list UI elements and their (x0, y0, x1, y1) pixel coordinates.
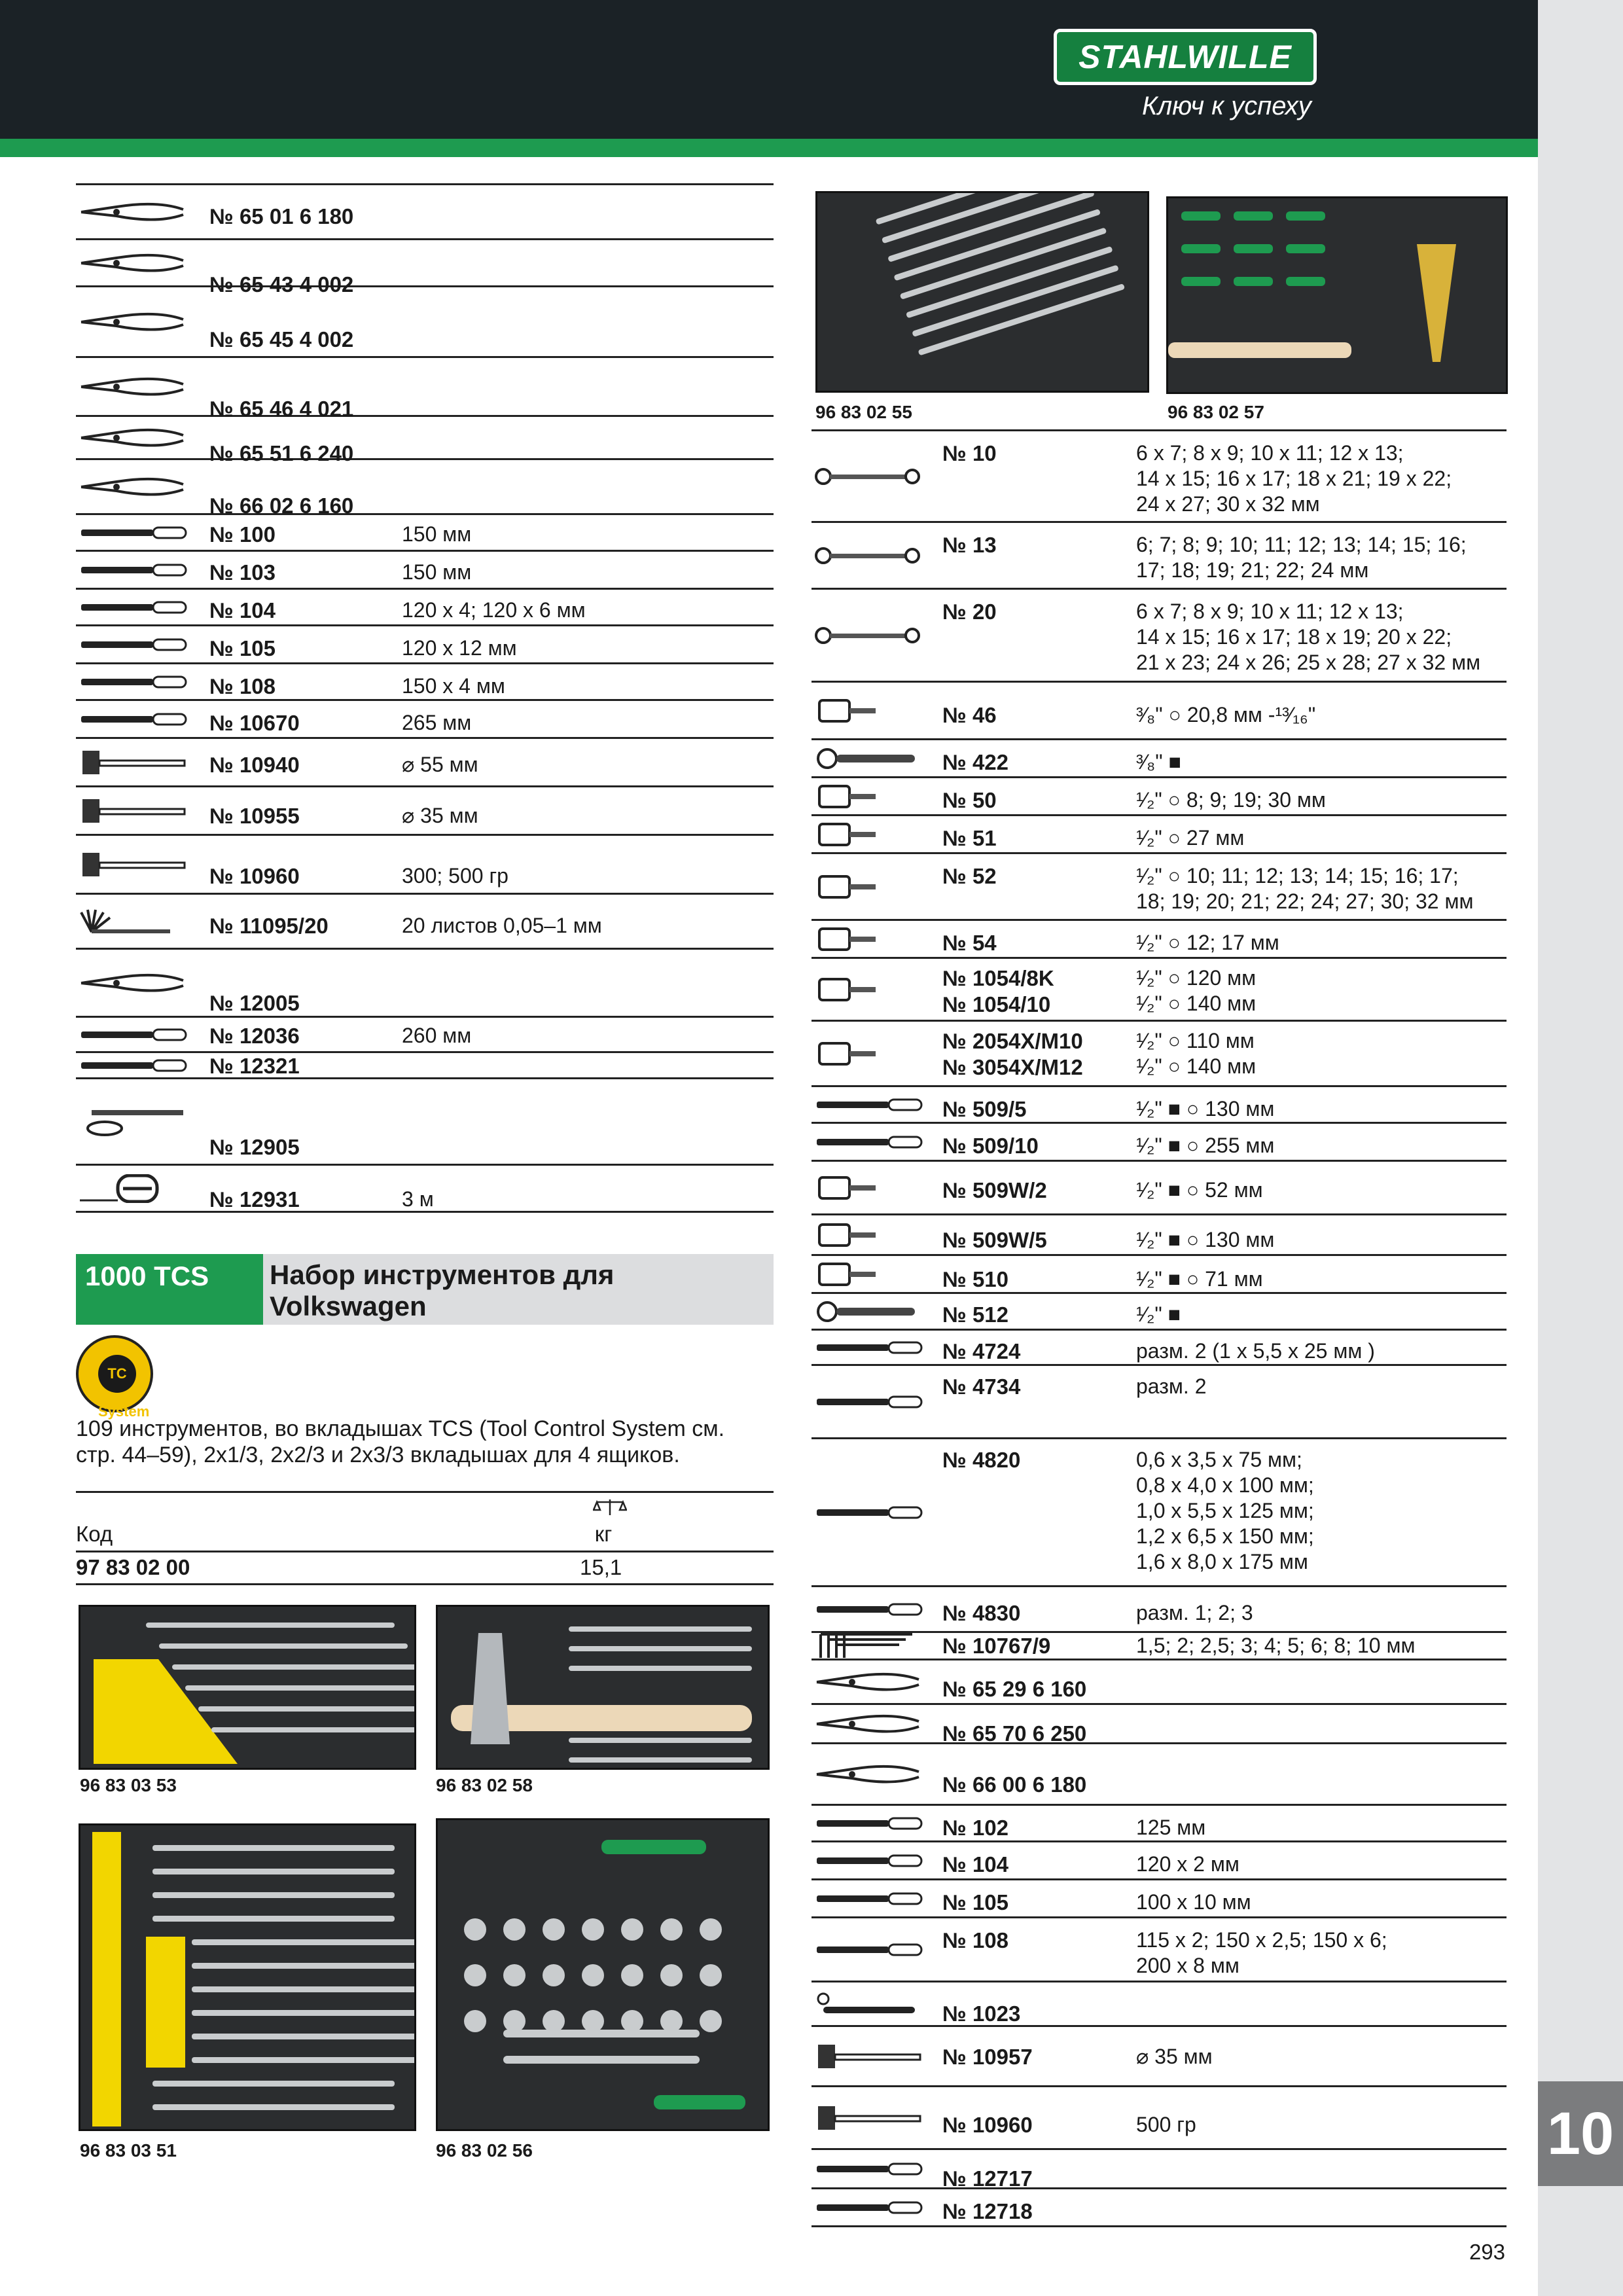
table-row (812, 959, 1507, 1022)
side-cutter-icon (814, 1746, 924, 1803)
item-number: № 510 (942, 1267, 1009, 1291)
item-spec: ¹⁄₂" ○ 10; 11; 12; 13; 14; 15; 16; 17; 18; 19; 20; 21; 22; 24; 27; 30; 32 мм (1136, 864, 1474, 913)
item-number: № 65 01 6 180 (209, 204, 354, 228)
inspection-lamp-icon (79, 1081, 188, 1163)
item-number: № 50 (942, 788, 997, 812)
item-number: № 4734 (942, 1374, 1021, 1399)
feeler-gauge-icon (79, 896, 188, 947)
item-spec: ¹⁄₂" ■ ○ 255 мм (1136, 1134, 1275, 1157)
hammer-icon (79, 837, 188, 892)
item-spec: ¹⁄₂" ■ ○ 71 мм (1136, 1267, 1263, 1291)
item-number: № 4724 (942, 1339, 1021, 1363)
tray-caption: 96 83 02 55 (815, 402, 912, 422)
item-number: № 2054X/M10 № 3054X/M12 (942, 1029, 1083, 1079)
tray-wrenches (146, 1623, 395, 1628)
scriber-icon (79, 1054, 188, 1077)
universal-joint-icon (814, 1257, 924, 1291)
pliers-icon (79, 187, 188, 238)
table-row (76, 701, 774, 739)
brand-slogan: Ключ к успеху (1142, 92, 1311, 120)
table-row (76, 240, 774, 296)
magnetic-pickup-icon (814, 1984, 924, 2024)
item-number: № 422 (942, 750, 1009, 774)
tray-caption: 96 83 02 58 (436, 1775, 533, 1795)
table-row (812, 683, 1507, 740)
ratchet-icon (814, 1295, 924, 1328)
table-row (812, 1331, 1507, 1366)
item-spec: ¹⁄₂" ○ 8; 9; 19; 30 мм (1136, 788, 1326, 812)
pick-tool-icon (79, 1019, 188, 1050)
bent-pliers-icon (79, 359, 188, 414)
order-table-header (76, 1491, 774, 1552)
set-code: 1000 TCS (76, 1254, 263, 1325)
table-row (812, 1087, 1507, 1124)
screwdriver-icon (814, 1441, 924, 1585)
table-row (76, 1053, 774, 1079)
brand-logo (1054, 29, 1317, 85)
socket-icon (814, 855, 924, 918)
punch-icon (814, 1844, 924, 1878)
item-number: № 108 (942, 1928, 1009, 1952)
extension-bar-icon (814, 1125, 924, 1159)
wobble-extension-icon (814, 1217, 924, 1253)
item-number: № 12036 (209, 1024, 300, 1048)
table-row (76, 836, 774, 895)
item-number: № 12321 (209, 1054, 300, 1078)
punch-icon (79, 666, 188, 698)
tray-extensions (503, 2030, 700, 2037)
punch-icon (814, 1882, 924, 1916)
table-row (812, 2027, 1507, 2087)
table-row (812, 1124, 1507, 1162)
item-spec: 115 x 2; 150 x 2,5; 150 x 6; 200 x 8 мм (1136, 1928, 1387, 1977)
punch-icon (79, 628, 188, 662)
circlip-pliers-icon (79, 242, 188, 285)
stubby-screwdriver-icon (814, 1332, 924, 1363)
item-number: № 66 00 6 180 (942, 1772, 1087, 1797)
item-number: № 103 (209, 560, 276, 584)
table-row (76, 1018, 774, 1053)
table-row (812, 1294, 1507, 1331)
item-spec: 0,6 x 3,5 x 75 мм; 0,8 x 4,0 x 100 мм; 1,0 x 5,5 x 125 мм; 1,2 x 6,5 x 150 мм; 1,6 x 8,0 x 175 мм (1136, 1448, 1314, 1573)
tray-wrenches (152, 1845, 395, 1851)
item-number: № 104 (942, 1852, 1009, 1876)
tcs-badge-icon (76, 1335, 153, 1420)
chapter-tab[interactable]: 10 (1538, 2081, 1623, 2186)
brand-name: STAHLWILLE (1079, 39, 1292, 75)
stubby-screwdriver-icon (814, 1367, 924, 1437)
table-row (812, 921, 1507, 959)
spark-plug-socket-icon (814, 684, 924, 738)
tray-ratchet-handle (601, 1840, 706, 1854)
item-spec: 300; 500 гр (402, 864, 508, 888)
item-spec: 265 мм (402, 711, 472, 734)
order-row (76, 1552, 774, 1585)
hex-key-set-icon (814, 1634, 924, 1658)
table-row (76, 358, 774, 421)
item-number: № 102 (942, 1816, 1009, 1840)
item-spec: 100 x 10 мм (1136, 1890, 1251, 1914)
item-number: № 52 (942, 864, 997, 888)
punch-icon (814, 1920, 924, 1980)
item-number: № 13 (942, 533, 997, 557)
item-number: № 10 (942, 441, 997, 465)
item-spec: ¹⁄₂" ○ 27 мм (1136, 826, 1245, 850)
item-spec: 500 гр (1136, 2113, 1196, 2136)
item-spec: ⌀ 35 мм (1136, 2045, 1213, 2068)
table-row (76, 1166, 774, 1213)
tray-hammer-handle (1168, 342, 1351, 358)
table-row (812, 2150, 1507, 2189)
tray-punches (569, 1626, 752, 1632)
item-number: № 509/10 (942, 1134, 1039, 1158)
tray-image (815, 191, 1149, 393)
table-row (812, 590, 1507, 683)
ratchet-icon (814, 742, 924, 776)
item-spec: разм. 2 (1136, 1374, 1207, 1398)
scale-icon (593, 1498, 627, 1518)
tape-measure-icon (79, 1167, 188, 1210)
tray-caption: 96 83 02 56 (436, 2140, 533, 2161)
item-number: № 46 (942, 703, 997, 727)
screwdriver-icon (814, 1588, 924, 1630)
tray-image (79, 1823, 416, 2131)
table-row (76, 1079, 774, 1166)
item-number: № 12717 (942, 2166, 1033, 2191)
item-spec: 120 x 4; 120 x 6 мм (402, 598, 586, 622)
item-spec: 150 мм (402, 522, 472, 546)
table-row (812, 1918, 1507, 1982)
table-row (812, 1256, 1507, 1294)
item-number: № 509/5 (942, 1097, 1027, 1121)
item-spec: ¹⁄₂" ○ 12; 17 мм (1136, 931, 1279, 954)
item-number: № 10940 (209, 753, 300, 777)
item-spec: 120 x 12 мм (402, 636, 517, 660)
item-number: № 10955 (209, 804, 300, 828)
mallet-icon (79, 740, 188, 785)
item-number: № 11095/20 (209, 914, 329, 938)
tray-caption: 96 83 03 51 (80, 2140, 177, 2161)
table-row (812, 523, 1507, 590)
item-number: № 12905 (209, 1135, 300, 1159)
item-number: № 10670 (209, 711, 300, 735)
table-row (76, 515, 774, 552)
tray-cutout (92, 1832, 121, 2126)
combination-wrench-icon (814, 433, 924, 520)
pick-tool-icon (814, 2191, 924, 2225)
item-number: № 12005 (209, 991, 300, 1015)
table-row (812, 1705, 1507, 1744)
set-weight: 15,1 (580, 1555, 622, 1579)
tray-screwdrivers (1181, 211, 1221, 221)
socket-bit-icon (814, 922, 924, 956)
item-number: № 10957 (942, 2045, 1033, 2069)
item-number: № 10960 (942, 2113, 1033, 2137)
item-spec: разм. 2 (1 x 5,5 x 25 мм ) (1136, 1339, 1375, 1363)
water-pump-pliers-icon (814, 1706, 924, 1742)
item-spec: 3 м (402, 1187, 434, 1211)
item-spec: ¹⁄₂" ■ (1136, 1302, 1181, 1326)
item-spec: ⌀ 35 мм (402, 804, 478, 827)
item-number: № 12718 (942, 2199, 1033, 2223)
extension-bar-icon (814, 1088, 924, 1121)
table-row (812, 778, 1507, 816)
item-number: № 65 70 6 250 (942, 1721, 1087, 1746)
item-spec: 6 x 7; 8 x 9; 10 x 11; 12 x 13; 14 x 15; 16 x 17; 18 x 21; 19 x 22; 24 x 27; 30 x 32 мм (1136, 441, 1452, 516)
tray-ring-spanners (876, 191, 1083, 225)
tray-ratchet-handle (654, 2095, 745, 2109)
item-spec: 125 мм (1136, 1816, 1206, 1839)
code-label: Код (76, 1522, 113, 1546)
table-row (812, 1744, 1507, 1806)
table-row (76, 739, 774, 787)
item-number: № 1023 (942, 2001, 1021, 2026)
item-spec: 120 x 2 мм (1136, 1852, 1240, 1876)
socket-icon (814, 780, 924, 814)
table-row (812, 1366, 1507, 1439)
socket-bit-icon (814, 960, 924, 1019)
deep-socket-icon (814, 817, 924, 852)
item-spec: разм. 1; 2; 3 (1136, 1601, 1253, 1624)
item-spec: ¹⁄₂" ■ ○ 130 мм (1136, 1228, 1275, 1251)
tray-image (436, 1605, 770, 1770)
hammer-icon (814, 2089, 924, 2147)
item-number: № 105 (209, 636, 276, 660)
table-row (812, 1842, 1507, 1880)
item-number: № 65 29 6 160 (942, 1677, 1087, 1701)
table-row (812, 1982, 1507, 2027)
item-spec: 150 x 4 мм (402, 674, 505, 698)
table-row (812, 431, 1507, 523)
pick-tool-icon (814, 2151, 924, 2187)
table-row (812, 1633, 1507, 1660)
tray-image (1166, 196, 1508, 394)
item-number: № 509W/2 (942, 1178, 1047, 1202)
item-number: № 12931 (209, 1187, 300, 1211)
item-spec: 20 листов 0,05–1 мм (402, 914, 602, 937)
item-number: № 108 (209, 674, 276, 698)
set-title: Набор инструментов для Volkswagen (270, 1259, 615, 1321)
item-spec: 6; 7; 8; 9; 10; 11; 12; 13; 14; 15; 16; 17; 18; 19; 21; 22; 24 мм (1136, 533, 1467, 582)
item-spec: ³⁄₈" ○ 20,8 мм -¹³⁄₁₆" (1136, 703, 1316, 726)
table-row (76, 287, 774, 358)
item-spec: ¹⁄₂" ■ ○ 52 мм (1136, 1178, 1263, 1202)
table-row (812, 2189, 1507, 2227)
table-row (76, 664, 774, 701)
item-spec: ⌀ 55 мм (402, 753, 478, 776)
item-number: № 4830 (942, 1601, 1021, 1625)
item-number: № 65 51 6 240 (209, 441, 354, 465)
order-code: 97 83 02 00 (76, 1555, 190, 1579)
table-row (76, 185, 774, 240)
item-number: № 54 (942, 931, 997, 955)
chisel-icon (79, 553, 188, 587)
table-row (76, 460, 774, 518)
table-row (812, 2087, 1507, 2150)
tray-image (436, 1818, 770, 2131)
tray-image (79, 1605, 416, 1770)
table-row (812, 1880, 1507, 1918)
table-row (76, 626, 774, 664)
item-number: № 10767/9 (942, 1634, 1051, 1658)
item-number: № 104 (209, 598, 276, 622)
table-row (76, 417, 774, 465)
table-row (812, 1587, 1507, 1633)
table-row (812, 1022, 1507, 1087)
item-spec: 6 x 7; 8 x 9; 10 x 11; 12 x 13; 14 x 15; 16 x 17; 18 x 19; 20 x 22; 21 x 23; 24 x 26; 25 x 28; 27 x 32 мм (1136, 600, 1481, 674)
item-spec: ³⁄₈" ■ (1136, 750, 1181, 774)
item-number: № 65 43 4 002 (209, 272, 354, 296)
set-description: 109 инструментов, во вкладышах TCS (Tool Control System см. стр. 44–59), 2x1/3, 2x2/3 и 2x3/3 вкладышах для 4 ящиков. (76, 1416, 725, 1467)
item-spec: ¹⁄₂" ■ ○ 130 мм (1136, 1097, 1275, 1121)
item-spec: ¹⁄₂" ○ 110 мм ¹⁄₂" ○ 140 мм (1136, 1029, 1257, 1078)
item-number: № 51 (942, 826, 997, 850)
socket-bit-icon (814, 1023, 924, 1085)
table-row (76, 552, 774, 590)
item-spec: ¹⁄₂" ○ 120 мм ¹⁄₂" ○ 140 мм (1136, 966, 1257, 1015)
tray-caption: 96 83 03 53 (80, 1775, 177, 1795)
hose-clamp-pliers-icon (79, 951, 188, 1015)
set-heading (76, 1254, 774, 1325)
item-number: № 10960 (209, 864, 300, 888)
tray-hex-keys (1417, 244, 1456, 362)
tray-cutout (94, 1659, 238, 1764)
side-cutter-icon (79, 461, 188, 512)
ring-spanner-icon (814, 591, 924, 680)
table-row (812, 854, 1507, 921)
circlip-pliers-icon (79, 289, 188, 355)
item-number: № 66 02 6 160 (209, 493, 354, 518)
table-row (812, 1162, 1507, 1215)
weight-label: кг (594, 1522, 613, 1546)
item-spec: 260 мм (402, 1024, 472, 1047)
table-row (812, 1660, 1507, 1705)
combination-wrench-icon (814, 524, 924, 587)
page-number: 293 (1469, 2240, 1505, 2264)
wobble-extension-icon (814, 1163, 924, 1213)
table-row (76, 787, 774, 836)
hammer-icon (79, 789, 188, 833)
tray-hammer-head (471, 1633, 510, 1744)
table-row (812, 816, 1507, 854)
item-number: № 20 (942, 600, 997, 624)
item-number: № 105 (942, 1890, 1009, 1914)
tray-cutout (146, 1937, 185, 2068)
file-icon (79, 702, 188, 736)
item-number: № 65 46 4 021 (209, 397, 354, 421)
item-spec: 1,5; 2; 2,5; 3; 4; 5; 6; 8; 10 мм (1136, 1634, 1416, 1657)
table-row (812, 1215, 1507, 1256)
item-number: № 65 45 4 002 (209, 327, 354, 351)
item-number: № 509W/5 (942, 1228, 1047, 1252)
table-row (812, 740, 1507, 778)
water-pump-pliers-icon (79, 418, 188, 457)
table-row (812, 1439, 1507, 1587)
table-row (812, 1806, 1507, 1842)
chisel-icon (814, 1807, 924, 1840)
tcs-badge-label: TC System (98, 1355, 136, 1393)
header-stripe (0, 139, 1538, 157)
item-number: № 1054/8K № 1054/10 (942, 966, 1054, 1016)
tray-caption: 96 83 02 57 (1168, 402, 1264, 422)
item-number: № 512 (942, 1302, 1009, 1327)
pliers-icon (814, 1662, 924, 1702)
item-number: № 4820 (942, 1448, 1021, 1472)
table-row (76, 950, 774, 1018)
hammer-icon (814, 2028, 924, 2085)
table-row (76, 895, 774, 950)
table-row (76, 590, 774, 626)
chisel-icon (79, 516, 188, 549)
item-number: № 100 (209, 522, 276, 547)
tray-sockets (464, 1918, 486, 1941)
side-strip (1538, 0, 1623, 2296)
item-spec: 150 мм (402, 560, 472, 584)
punch-icon (79, 591, 188, 624)
